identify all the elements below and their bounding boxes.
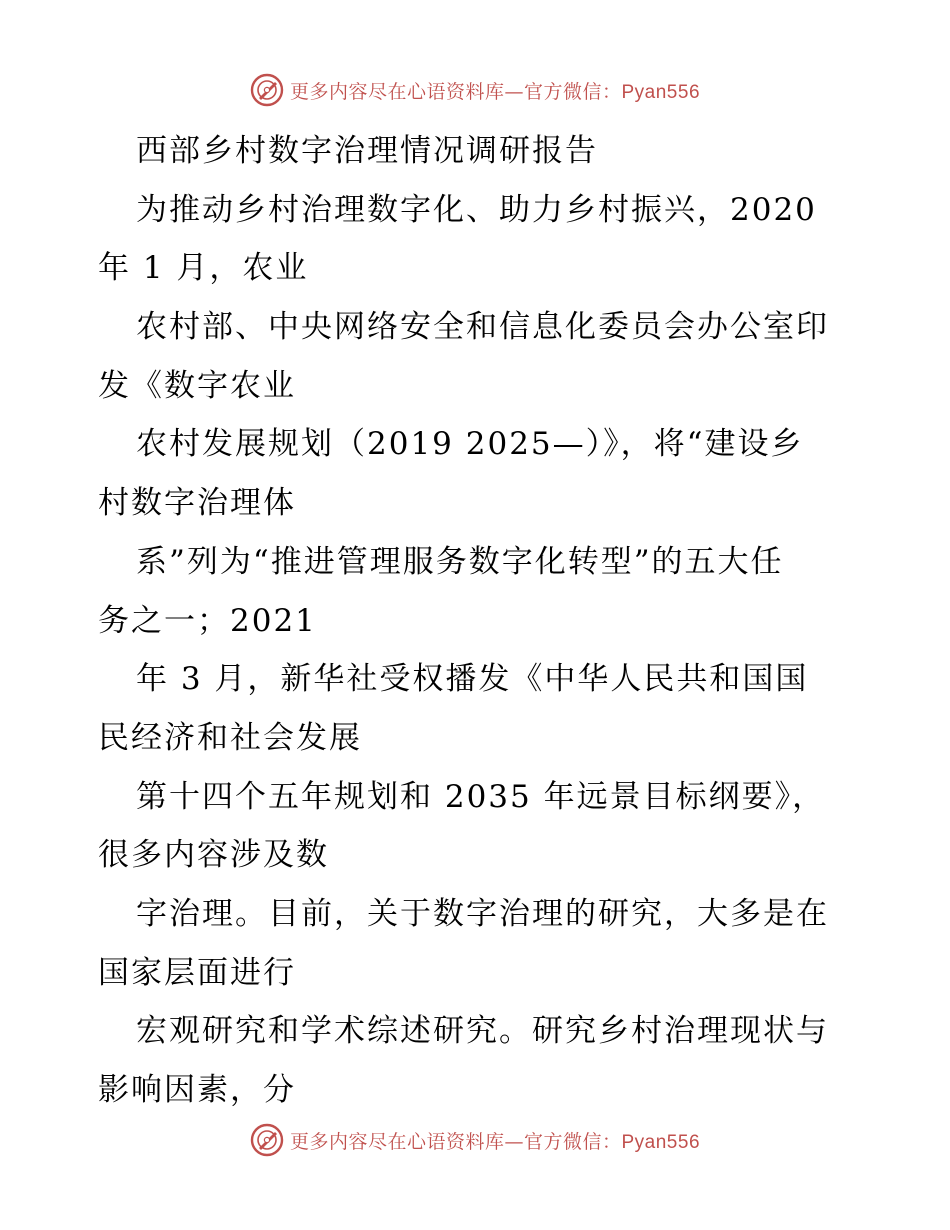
paragraph-line: 宏观研究和学术综述研究。研究乡村治理现状与 bbox=[136, 1013, 829, 1050]
paragraph-line: 民经济和社会发展 bbox=[98, 719, 362, 756]
paragraph-line: 影响因素，分 bbox=[98, 1072, 296, 1108]
paragraph-line: 系”列为“推进管理服务数字化转型”的五大任 bbox=[136, 543, 784, 580]
paragraph-line: 第十四个五年规划和 2035 年远景目标纲要》， bbox=[136, 778, 826, 815]
paragraph-line: 为推动乡村治理数字化、助力乡村振兴，2020 bbox=[136, 191, 817, 228]
paragraph-line: 国家层面进行 bbox=[98, 954, 296, 991]
brand-logo-icon bbox=[250, 1123, 284, 1157]
document-title: 西部乡村数字治理情况调研报告 bbox=[136, 133, 598, 169]
paragraph-line: 务之一；2021 bbox=[98, 602, 317, 639]
watermark-wechat-id: Pyan556 bbox=[621, 1131, 701, 1153]
paragraph-line: 字治理。目前，关于数字治理的研究，大多是在 bbox=[136, 895, 829, 932]
paragraph-line: 村数字治理体 bbox=[98, 485, 296, 522]
watermark-wechat-id: Pyan556 bbox=[621, 81, 701, 103]
paragraph-line: 农村部、中央网络安全和信息化委员会办公室印 bbox=[136, 309, 829, 346]
paragraph-line: 农村发展规划（2019 2025—）》，将“建设乡 bbox=[136, 426, 804, 463]
document-body bbox=[98, 122, 868, 1120]
header-watermark bbox=[0, 70, 950, 110]
paragraph-line: 很多内容涉及数 bbox=[98, 837, 329, 874]
paragraph-line: 年 1 月，农业 bbox=[98, 250, 309, 287]
watermark-text: 更多内容尽在心语资料库—官方微信：Pyan556 bbox=[289, 1130, 701, 1153]
footer-watermark bbox=[0, 1120, 950, 1160]
brand-logo-icon bbox=[250, 73, 284, 107]
paragraph-line: 发《数字农业 bbox=[98, 367, 296, 404]
watermark-text: 更多内容尽在心语资料库—官方微信：Pyan556 bbox=[289, 80, 701, 103]
paragraph-line: 年 3 月，新华社受权播发《中华人民共和国国 bbox=[136, 661, 809, 698]
